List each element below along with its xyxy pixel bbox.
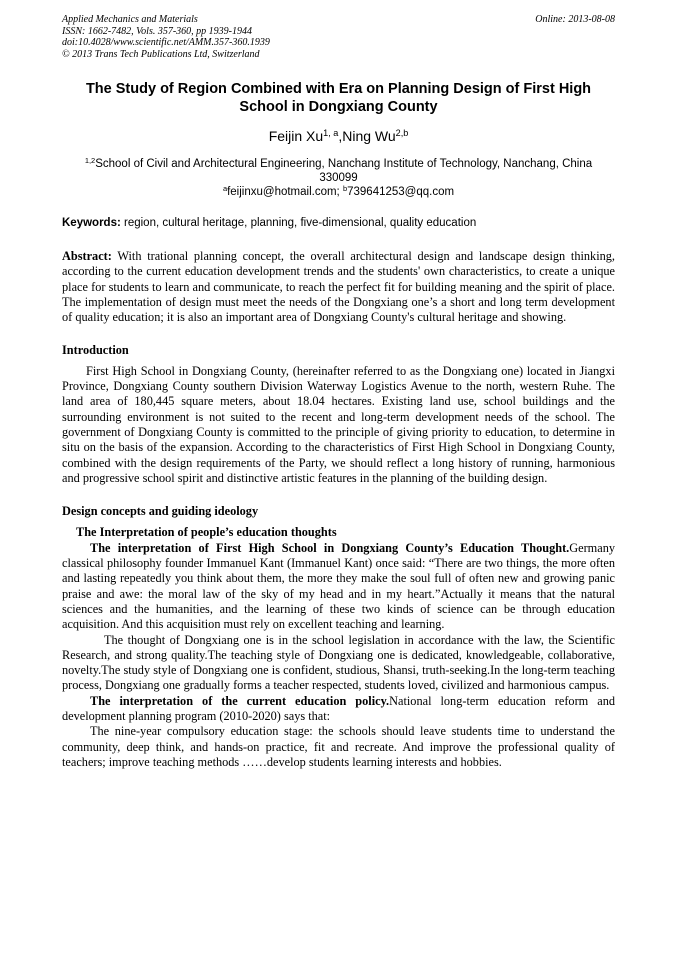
journal-header: [62, 14, 615, 60]
keywords: [62, 217, 615, 229]
abstract-label: Abstract:: [62, 249, 112, 263]
author-1-name: Feijin Xu: [268, 128, 324, 144]
keywords-text: region, cultural heritage, planning, five-dimensional, quality education: [120, 217, 477, 229]
design-paragraph-1-text: Germany classical philosophy founder Immanuel Kant (Immanuel Kant) once said: “There are two things, the more often and lasting repeatedly you think about them, the more they make the soul full of often new and growing panic praise and awe: the moral law of the sky of my head and in my heart.”Actually it means that the natural sciences and the humanities, and the learning of these two kinds of science can be through education acquisition. And this acquisition must rely on excellent teaching and learning.: [62, 540, 615, 632]
design-paragraph-1-lead: The interpretation of First High School in Dongxiang County’s Education Thought.: [90, 540, 570, 555]
design-paragraph-2: The thought of Dongxiang one is in the school legislation in accordance with the law, the Scientific Research, and strong quality.The teaching style of Dongxiang one is dedicated, knowledgeable, collaborative, novelty.The study style of Dongxiang one is confident, studious, Shansi, truth-seeking.In the long-term teaching process, Dongxiang one gradually forms a teacher respected, students loved, civilized and harmonious campus.: [62, 632, 615, 693]
author-2-name: Ning Wu: [342, 128, 396, 144]
author-1-sup: 1, a: [323, 128, 339, 138]
abstract: [62, 249, 615, 325]
email-a-sup: a: [222, 183, 228, 193]
author-2-sup: 2,b: [395, 128, 409, 138]
affiliation-text: School of Civil and Architectural Engineering, Nanchang Institute of Technology, Nanchang, China 330099: [95, 158, 593, 184]
journal-name: Applied Mechanics and Materials: [62, 14, 198, 25]
author-separator: ,: [338, 128, 343, 144]
paper-page: [62, 14, 615, 770]
keywords-label: Keywords:: [62, 217, 121, 229]
affiliation: [62, 157, 615, 185]
design-heading: Design concepts and guiding ideology: [62, 504, 259, 519]
issn-line: ISSN: 1662-7482, Vols. 357-360, pp 1939-1944: [62, 25, 252, 37]
online-date: Online: 2013-08-08: [535, 14, 615, 25]
author-line: [62, 128, 615, 144]
design-paragraph-4: The nine-year compulsory education stage: the schools should leave students time to understand the community, deep think, and hands-on practice, fit and recreate. And improve the professional quality of teachers; improve teaching methods ……develop students learning interests and hobbies.: [62, 724, 615, 769]
design-paragraph-3-text: National long-term education reform and development planning program (2010-2020) says that:: [62, 693, 615, 724]
design-paragraph-1: [62, 541, 615, 633]
email-a[interactable]: feijinxu@hotmail.com;: [227, 186, 343, 198]
design-subheading: The Interpretation of people’s education thoughts: [76, 525, 337, 540]
design-paragraph-3-lead: The interpretation of the current education policy.: [90, 693, 390, 708]
introduction-heading: Introduction: [62, 343, 129, 358]
email-b[interactable]: 739641253@qq.com: [347, 186, 455, 198]
paper-title: The Study of Region Combined with Era on Planning Design of First High School in Dongxiang County: [85, 81, 592, 115]
affiliation-sup: 1,2: [84, 155, 96, 165]
copyright-line: © 2013 Trans Tech Publications Ltd, Switzerland: [62, 48, 260, 60]
abstract-text: With trational planning concept, the overall architectural design and landscape design thinking, according to the current education development trends and the students' own characteristics, to create a unique place for students to learn and communicate, to reach the perfect fit for building meaning and the spirit of place. The implementation of design must meet the needs of the Dongxiang one’s a short and long term development of quality education; it is also an important area of Dongxiang County's cultural heritage and showing.: [62, 249, 615, 325]
email-line: [62, 185, 615, 199]
design-paragraph-3: [62, 694, 615, 725]
doi-line: doi:10.4028/www.scientific.net/AMM.357-360.1939: [62, 37, 270, 48]
introduction-paragraph: First High School in Dongxiang County, (hereinafter referred to as the Dongxiang one) located in Jiangxi Province, Dongxiang County southern Division Waterway Logistics Avenue to the north, western Ruhe. The land area of 180,445 square meters, about 18.04 hectares. Existing land use, school buildings and the surrounding environment is not suited to the recent and long-term development needs of the school. The government of Dongxiang County is committed to the principle of giving priority to education, to determine in situ on the basis of the expansion. According to the characteristics of First High School in Dongxiang County, combined with the design requirements of the Party, we should reflect a long history of running, harmonious and progressive school spirit and distinctive artistic features in the planning of the building design.: [62, 363, 615, 485]
email-b-sup: b: [342, 183, 348, 193]
